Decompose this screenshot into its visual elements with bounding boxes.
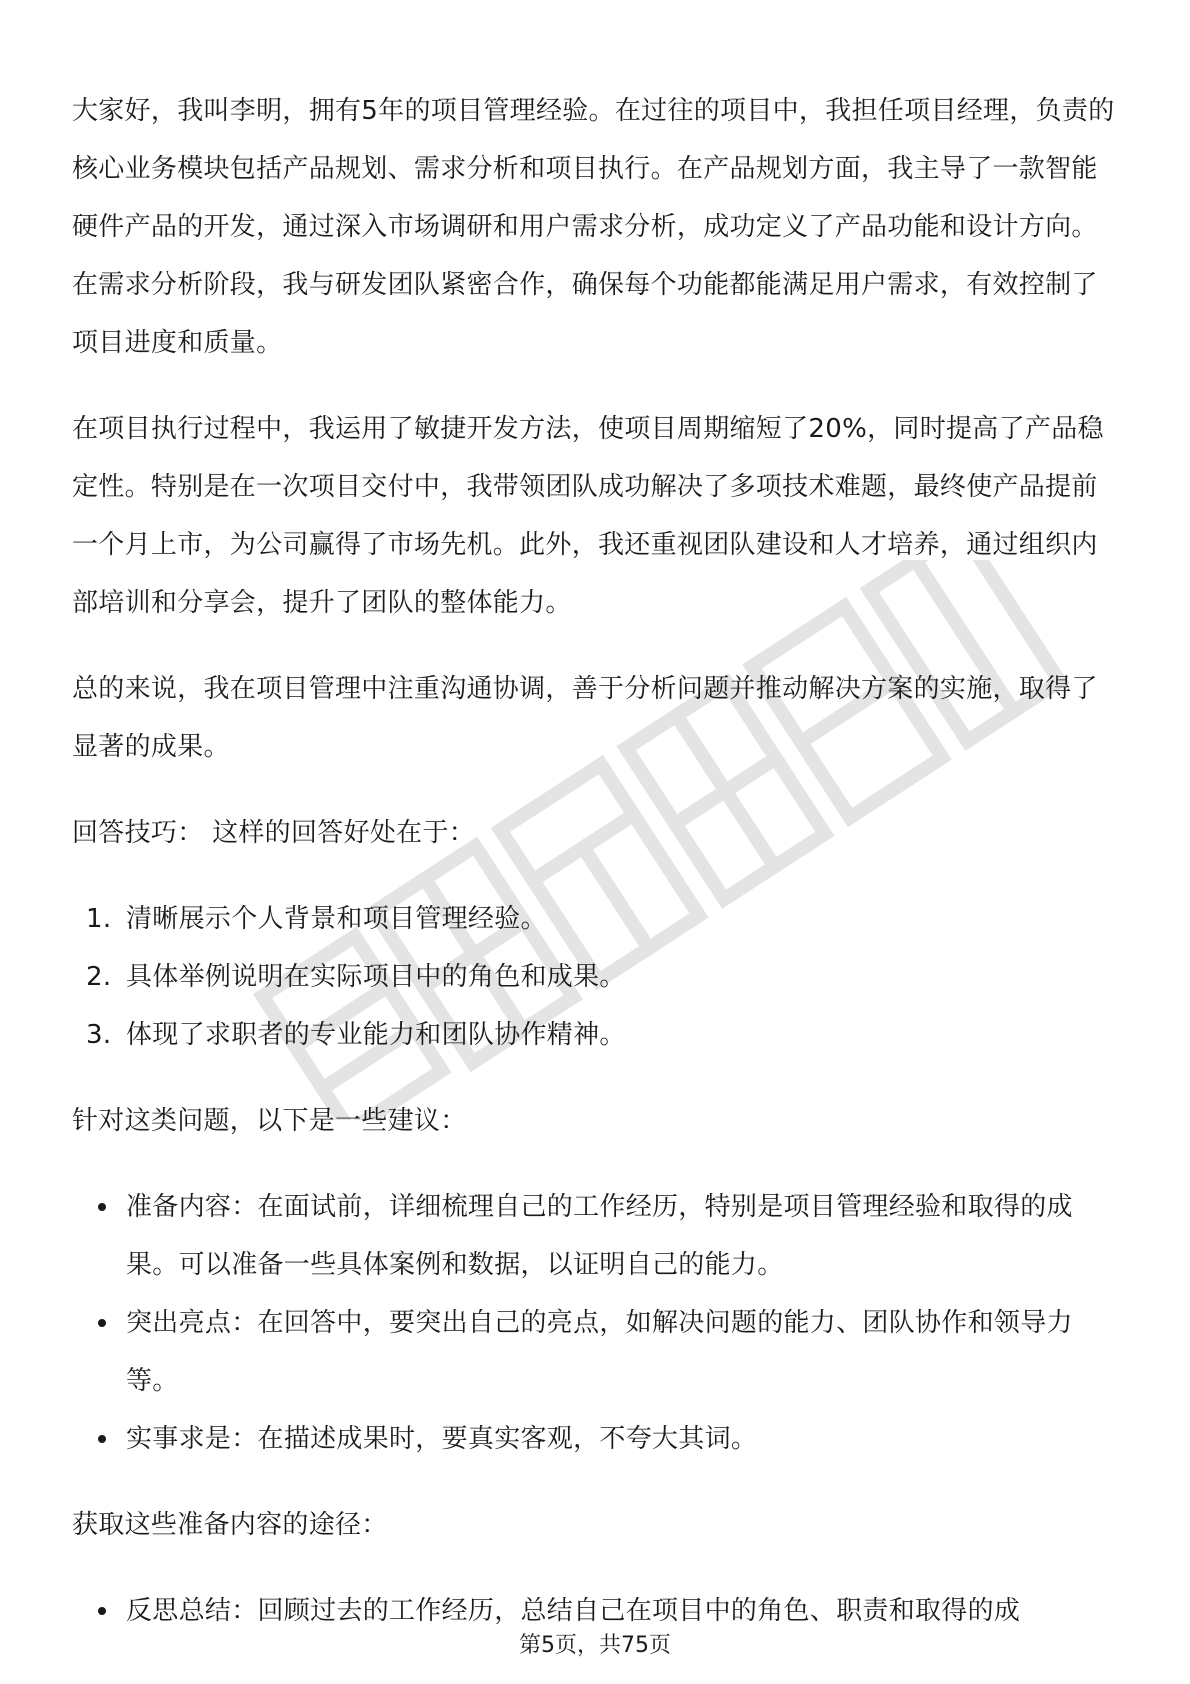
- bullet-icon: [98, 1435, 106, 1443]
- bullet-icon: [98, 1607, 106, 1615]
- intro-paragraph-3: 总的来说，我在项目管理中注重沟通协调，善于分析问题并推动解决方案的实施，取得了显著的成果。: [72, 674, 1098, 762]
- page-number-footer: 第5页，共75页: [519, 1633, 671, 1658]
- intro-paragraph-1: 大家好，我叫李明，拥有5年的项目管理经验。在过往的项目中，我担任项目经理，负责的核心业务模块包括产品规划、需求分析和项目执行。在产品规划方面，我主导了一款智能硬件产品的开发，通过深入市场调研和用户需求分析，成功定义了产品功能和设计方向。在需求分析阶段，我与研发团队紧密合作，确保每个功能都能满足用户需求，有效控制了项目进度和质量。: [72, 96, 1115, 358]
- advice-heading: 针对这类问题，以下是一些建议：: [72, 1106, 467, 1136]
- list-number: 1.: [86, 904, 112, 934]
- list-item-text: 反思总结：回顾过去的工作经历，总结自己在项目中的角色、职责和取得的成: [126, 1596, 1021, 1626]
- list-item: [72, 1006, 1120, 1064]
- list-item-text: 突出亮点：在回答中，要突出自己的亮点，如解决问题的能力、团队协作和领导力等。: [126, 1308, 1073, 1396]
- list-item: [72, 1410, 1120, 1468]
- list-number: 3.: [86, 1020, 112, 1050]
- list-item: [72, 948, 1120, 1006]
- list-item-text: 体现了求职者的专业能力和团队协作精神。: [126, 1020, 626, 1050]
- tips-list: [72, 890, 1120, 1064]
- advice-list: [72, 1178, 1120, 1468]
- bullet-icon: [98, 1203, 106, 1211]
- list-item: [72, 1294, 1120, 1410]
- list-item: [72, 1178, 1120, 1294]
- tips-heading: 回答技巧： 这样的回答好处在于：: [72, 818, 476, 848]
- list-item-text: 准备内容：在面试前，详细梳理自己的工作经历，特别是项目管理经验和取得的成果。可以准备一些具体案例和数据，以证明自己的能力。: [126, 1192, 1073, 1280]
- list-item-text: 具体举例说明在实际项目中的角色和成果。: [126, 962, 626, 992]
- list-number: 2.: [86, 962, 112, 992]
- list-item-text: 实事求是：在描述成果时，要真实客观，不夸大其词。: [126, 1424, 758, 1454]
- sources-heading: 获取这些准备内容的途径：: [72, 1510, 388, 1540]
- document-body: [72, 82, 1120, 1668]
- list-item: [72, 890, 1120, 948]
- intro-paragraph-2: 在项目执行过程中，我运用了敏捷开发方法，使项目周期缩短了20%，同时提高了产品稳定性。特别是在一次项目交付中，我带领团队成功解决了多项技术难题，最终使产品提前一个月上市，为公司赢得了市场先机。此外，我还重视团队建设和人才培养，通过组织内部培训和分享会，提升了团队的整体能力。: [72, 414, 1104, 618]
- bullet-icon: [98, 1319, 106, 1327]
- list-item-text: 清晰展示个人背景和项目管理经验。: [126, 904, 547, 934]
